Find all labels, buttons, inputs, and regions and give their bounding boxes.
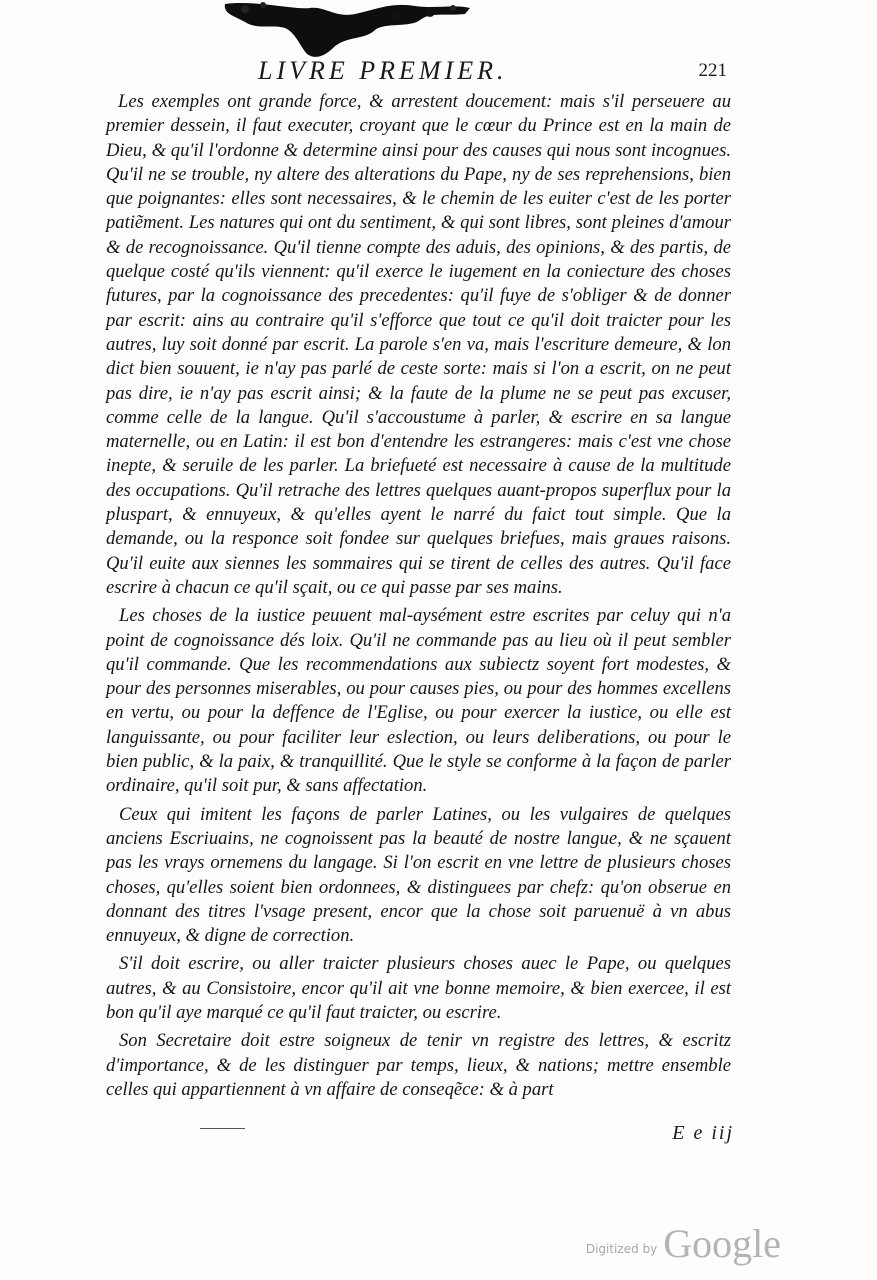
paragraph-4: S'il doit escrire, ou aller traicter plusieurs choses auec le Pape, ou quelques autres, & au Consistoire, encor qu'il ait vne bonne memoire, & bien exercee, il est bon qu'il aye marqué ce qu'il faut traicter, ou escrire. <box>106 953 731 1023</box>
body-text <box>106 90 731 1106</box>
digitization-watermark <box>585 1221 781 1266</box>
paragraph-3: Ceux qui imitent les façons de parler Latines, ou les vulgaires de quelques anciens Escriuains, ne cognoissent pas la beauté de nostre langue, & ne sçauent pas les vrays ornemens du langage. Si l'on escrit en vne lettre de plusieurs choses choses, qu'elles soient bien ordonnees, & distinguees par chefz: qu'on obserue en donnant des titres l'vsage present, encor que la chose soit paruenuë à vn abus ennuyeux, & digne de correction. <box>106 803 731 947</box>
paragraph-1: Les exemples ont grande force, & arrestent doucement: mais s'il perseuere au premier dessein, il faut executer, croyant que le cœur du Prince est en la main de Dieu, & qu'il l'ordonne & determine ainsi pour des causes qui nous sont incognues. Qu'il ne se trouble, ny altere des alterations du Pape, ny de ses reprehensions, bien que poignantes: elles sont necessaires, & le chemin de les euiter c'est de les porter patiẽment. Les natures qui ont du sentiment, & qui sont libres, sont pleines d'amour & de recognoissance. Qu'il tienne compte des aduis, des opinions, & des partis, de quelque costé qu'ils viennent: qu'il exerce le iugement en la coniecture des choses futures, par la cognoissance des precedentes: qu'il fuye de s'obliger & de donner par escrit: ains au contraire qu'il s'efforce que tout ce qu'il doit traicter pour les autres, luy soit donné par escrit. La parole s'en va, mais l'escriture demeure, & lon dict bien souuent, ie n'ay pas parlé de ceste sorte: mais si l'on a escrit, on ne peut pas dire, ie n'ay pas escrit ainsi; & la faute de la plume ne se peut pas excuser, comme celle de la langue. Qu'il s'accoustume à parler, & escrire en sa langue maternelle, ou en Latin: il est bon d'entendre les estrangeres: mais c'est vne chose inepte, & seruile de les parler. La briefueté est necessaire à cause de la multitude des occupations. Qu'il retrache des lettres quelques auant-propos superflux pour la pluspart, & ennuyeux, & qu'elles ayent le narré du faict tout simple. Que la demande, ou la responce soit fondee sur quelques briefues, mais graues raisons. Qu'il euite aux siennes les sommaires qui se tirent de celles des autres. Qu'il face escrire à chacun ce qu'il sçait, ou ce qui passe par ses mains. <box>106 91 731 598</box>
ink-blot-decoration <box>215 0 475 62</box>
watermark-brand-logo: Google <box>663 1221 781 1266</box>
page-number: 221 <box>698 60 727 81</box>
signature-mark: E e iij <box>672 1122 734 1144</box>
paragraph-2: Les choses de la iustice peuuent mal-aysément estre escrites par celuy qui n'a point de cognoissance dés loix. Qu'il ne commande pas au lieu où il peut sembler qu'il commande. Que les recommendations aux subiectz soyent fort modestes, & pour des personnes miserables, ou pour causes pies, ou pour des hommes excellens en vertu, ou pour la deffence de l'Eglise, ou pour exercer la iustice, ou elle est languissante, ou pour faciliter leur eslection, ou leurs deliberations, ou pour le bien public, & la paix, & tranquillité. Que le style se conforme à la façon de parler ordinaire, qu'il soit pur, & sans affectation. <box>106 605 731 797</box>
paragraph-5: Son Secretaire doit estre soigneux de tenir vn registre des lettres, & escritz d'importance, & de les distinguer par temps, lieux, & nations; mettre ensemble celles qui appartiennent à vn affaire de conseqẽce: & à part <box>106 1030 731 1100</box>
watermark-prefix: Digitized by <box>585 1242 658 1256</box>
footer-rule <box>200 1128 245 1129</box>
running-title: LIVRE PREMIER. <box>258 56 508 85</box>
